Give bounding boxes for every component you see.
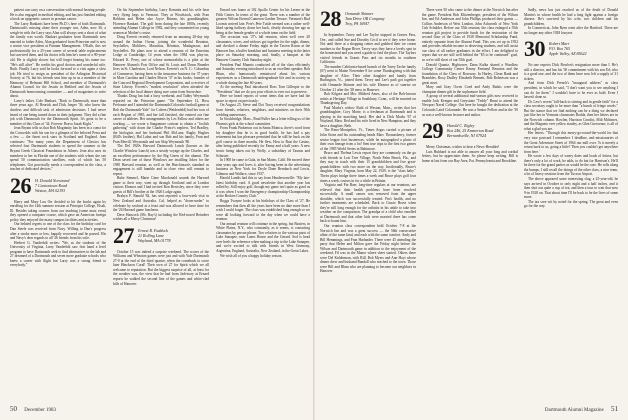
paragraph: Her letters: "Through this merry-go-round-the-world for that very nice postcard I remember. I deadline, and missionaries of the Great Adventure Street of 1964 our mill over. 'Is it merely a return back to us, going a little? Then you couldn't get anywhere from here.' xyxy=(524,131,618,154)
paragraph: Merry Christmas, wishes to hear a News-Heralder! xyxy=(426,145,500,150)
paragraph: The Del 1920s Harvard Dartmouth Lunch (known as the Charlie Winslow Lunch) was a steady voyage up the Charles, and an excellent performance by the Big Green of the alumni. The Dean saved one of those Winslows are instilling Jokes for the 1985 Harvard reunion, as well as the Hutchinson's standard as engagement is still humble and in close view will remain to repeat. xyxy=(113,144,209,176)
paragraph: The above appeared some interesting slug, a 25-year-old, he says arrived in October to only night and a half inches, and it then shot out quite a cup of tea, and then a tour to wait that now 9-in 1928 on. That about time I'll be back to be the lives of some more. xyxy=(524,176,618,200)
paragraph: Our annual reunion will continue in the spring, but Baxters, in White Plains, N.Y., who constantly, as it seems, is contacting classmates by person phone. Two relatives to the various parts of Lake Sunapee, near Lanes House and the Gerard. Sod is head over heels the reference when making a trip to the Lake Sunapee, and we're excited to talk with friends in West Germany, Argentina, England, Australia, New Zealand, in the Great Lakes. xyxy=(216,221,310,253)
secretary-name: H. Donald Norstrand xyxy=(35,177,70,183)
paragraph: Harry and Mary Lou Orr decided to hit the books again by enrolling for the 14th summer session at Principia College, Elsah, Ill. Besides taking courses from our teaching (some must even) they opened a computer course, which gave an American foreign policy they enjoyed the many campus facilities and activities. xyxy=(10,199,106,222)
paragraph: On his September birthday, Larry Kemnitz and his wife hear very flying kegs to Vermont. They at Woodstock, with Fran Robbins and Helen also Joyce Brimm, his granddaughter, Florence Bankart. The golf from during the late 1800s, recently attending Alumni College in 1982, and they commented on young women at Mother's cruise. xyxy=(113,8,209,35)
magazine-title: Dartmouth Alumni Magazine xyxy=(544,408,604,413)
paragraph: Larry's father, Cole Bankart, "Back to Dartmouth, more than three years ago. Al Rearick and Dick Jaeger '36, who knew the ductless and difficult task of admission decisions. I had never heard of one being turned down in their judgment. They did a fine job with Dartmouth for the Dartmouth Spirit. It's great to be a member of this Class of '34. Forever. Bravo Jazah Kight." xyxy=(10,98,106,126)
paragraph: There were 50 who came to the dinner at the Norwich Inn after the game. President Bob Klitzenberger, president of the Wilson Inn, and Ed Anderson and John Phillips produced their grants — Collins Anderson of West London, John Ashworth of New York Cub Schulder. Before our 55th reunion, the class enlarged a 55th reunion gift project to provide funds for the restoration of the second floor of the Class of 1928 Memorial Scholarship Fund, entirely separate from the Alumni Fund. This was set up in 1952 and provides reliable income to deserving students, and will assist our class of all earlier graduates in the effort. I am delighted to report that we are still well behind the "$5 to be continued" goal, so we're still short of our 55th goal. xyxy=(422,8,518,63)
paragraph: In Stockbridge, Mass., Brad Fuller has a letter telling us of the Phoenix girls at the school committee. xyxy=(216,117,310,126)
paragraph: patient can carry on a conversation with normal hearing people. He is also engaged in medical editing, and has just finished editing a book on epigenetic cancer in prostate cancer. xyxy=(10,8,106,22)
secretary-address: Weston, MA 02193 xyxy=(35,187,66,193)
left-page-footer xyxy=(10,405,56,413)
paragraph: Paul Marks's widow Ruth of Weston, Mass., writes that her granddaughter, Cory Marie, is a freshman at Dartmouth and is playing in the marching band. Her dad is Dick Marks '67 of Wayland, Mass. Red and his wife lived in New Hampton, and they have a daughter, Beth. xyxy=(320,105,416,128)
class-secretary xyxy=(138,225,171,243)
paragraph: The occasion was '27's fall reunion, when well over 20 classmates, wives, and widows got together for the night, dinner, and checked a dinner Friday night in the Tavern Room at the Hanover Inn, a buffet breakfast and business meeting in the latter place on Saturday morning, and, finally, a banquet at the Hanover Country Club Saturday night. xyxy=(216,35,310,63)
class-heading-30 xyxy=(524,38,618,60)
class-heading-29 xyxy=(422,120,518,142)
class-year-number: 27 xyxy=(113,222,134,248)
class-secretary xyxy=(35,175,69,193)
paragraph: Bruce and Thelma Lewis report they are commonly on the go with friends in Lost Tree Village, North Palm Beach, Fla., and they stay in touch with their 15 grandchildren and five great-grandchildren: with two more on the way. Incidentally, Bruce's daughter, Mary Virginia, born May 22, 1929, is the "class baby." Theirs plays bridge three times a week and Bruce plays golf four times a week, cruises in for a while in Britain. xyxy=(320,151,416,183)
class-secretary xyxy=(549,38,586,56)
class-year-number: 29 xyxy=(422,118,443,144)
paragraph: October 15 was indeed a surprise weekend. The scores of the Williams and Wheaton games were just and with Yale Dartmouth 27-0 at the end of the third quarter, when the comeback to score later Hinckson Coral! Their own of 27 for Spirit which we all welcome to reputation. But the biggest surprise of all, at least for the weather was, the view that he had from Jadvisory at Ernard reports he walked the second line of the games and white-clad hills of Hanover. xyxy=(113,249,209,286)
secretary-address: Troy, PA 16947 xyxy=(345,21,370,26)
paragraph: Boggs Twayne looks at his birthdays of the Class of '27. He remembers that then all the years have been no date more than I wish I could forget. The class was established long enough so we were all looking forward to the day when we could have a reunion. xyxy=(216,198,310,222)
class-year-number: 26 xyxy=(10,172,31,198)
class-heading-26 xyxy=(10,172,106,198)
left-column-3 xyxy=(216,8,310,408)
left-col2b-text xyxy=(113,250,209,286)
secretary-name: Ernest R. Fuddock xyxy=(138,227,168,233)
page-gutter xyxy=(313,0,315,420)
right-column-3 xyxy=(524,8,618,408)
paragraph: The tax sore wit by noted for the spring. The great and even go for the way. xyxy=(524,199,618,209)
paragraph: The number California-based branch of the Tavey Tavler family (0?) went to Maine November 8 for some Thanksgiving with that daughter of Alice. Their other daughter and family from Burlington, Vt., joined them. Tavey and Lee's path got together with Ormande Skinner and his wife Eleanor as of sunrise on October 21 after the '28 mess in Hanover. xyxy=(320,64,416,92)
paragraph: Brabyn F. Ranald '82, has sent reported a four-week visit in New Zealand and Australia. Cal, helped as "down-under" to celebrate by seafood at a feast and was allowed to have time for the '26 Harvard game luncheon. xyxy=(113,194,209,213)
secretary-address: 7 Cantontown Road xyxy=(35,182,68,188)
paragraph: Donald Quantz, Hightower, Dana Kafka shared a Wardlow College Community Center Kenny Fentanyl Reunion and the foundation of the Class of Roseway. In Harley, Clean Bank and Brambles, Roxy Dudley Elisabeth Bennett, Bob Robertson was a great asset. xyxy=(422,62,518,85)
paragraph: And from Dick French's "inaugural address" as class president, in which he said, "I don't want you to see anything I can do for them." I wouldn't have to be ever as bold. Even I haven't done so. xyxy=(524,81,618,100)
secretary-name: Robert Marr xyxy=(549,41,570,47)
paragraph: Luis Hubbard is not able to answer all your long and cordial letters, but he appreciates them. So please keep writing. Bill is home at last from our Bay Area, Pat. Pennsylvania and Brookline. xyxy=(422,149,518,163)
paragraph: At the meeting Paul introduced Ross Tom Gillespie to the "Presidents" that we do you your efforts to ever not to preserve. xyxy=(216,85,310,94)
paragraph: Rube Simmel, Marie Cime Macdonald sounds the Harvard game to their way, went up through Scotland and at London visitors Eleanor and I had invited Ron Bewisley, since they were guests of Bill's brother at the 1926 Lodge again. xyxy=(113,176,209,194)
paragraph: Doug Everett recently returned from an amazing 20-day trip around the Indian Ocean, joining the wonderful Reunion, Seychelles, Maldives, Mauritius, Réunion, Madagascar, and Seychelles. He plans now to attend a reunion of the Emeritus Ledge at Cambridge, 14 years when the 1984 was play-on, Edward K. Perry, one of whose memorabilia is a pilot at the Hanover Alumni's Post Office and St. Louis and Dawn Brander lives in St. Charleston, Lord Nelson. Everett's on N. C.: Columbus of Commerce, having been to the insurance business for 37 years in Mars Carolina and Charles Morris '37 in his books; founder of the Concord Regional Development Corporation, and a receiver of State Liberty. Everett's "modest resolution" when attended the selection of the local dinner dying sure came from Snowshoe. xyxy=(113,35,209,94)
paragraph: We wish all of you a happy holiday season. xyxy=(220,253,283,258)
paragraph: Dr. Lew's recent "fall-back to stirring and in gentle faith" for a class secretary ought to be more than "a bunch of fringe words." But the stance that we find nothing can be a thing we declared just like her in Vermont classmates Rodda, then her letters are in the Norwich column. Bowlen, Harrison Condict, Milt Mchimes, and the Magneto ever yellow stanley, as Glen Grosvenor, is all of what a glad you are. xyxy=(524,99,618,131)
right-column-2 xyxy=(422,8,518,408)
class-secretary xyxy=(447,120,493,138)
paragraph: In September, Tavey and Lee Taylor stopped in Graves Pass, Ore., and called Sue and Dorothy Cecil to see if they were home. Not until there at a shopping center and grabbed their ice cream sundaes to the Rogue River. Tavey says they have a lovely spot in the homestead and you need a guide to find the place. The Taylors visited friends in Grants Pass and six months in southern California. xyxy=(320,33,416,65)
paragraph: Thanks Doug has had a busy weekend, and Tubby Weymouth reported on the Princeton game. "On September 12, Hoss Perfonzie and I attended the Dartmouth/Colorado football game at Bob the Dartmouth-Yale" for Coleen (Weidenfeld) had her tour of each Region of 1985, and her fall finished, she entered our fine career of athletes. Her arrangements by Les Fallow and others are working — we wrote a Snagamore cartoon to obtain a "foolish gathering" with down the Charlie Prince's nephew, Ted Bradley, the biologists and her husband Phil McLane, Rugby Hughes (Bill's brother), Hal Labut and son Bob and his family, Fran and Fran Merrill, Weymouth and son Skip Weymouth '80. xyxy=(113,94,209,144)
paragraph: Jean Bryant tells us that Bob Moginnity has been in a coma for the Cotswolds with his son for a glimpse of the beloved Perra and a few — the finest rock stars in Scotland and England. Jean continues: "For many years the Department of Classics has selected four Dartmouth students to spend the summer at the Bryant Greek Classical Foundation in Athens. Jean also uses its members to her in Florida one of the students with whom she can spend 50 communication satellites, each of which has 50 telephones. Got practically needs a correspondent in the class, a teacher of dedicated devices." xyxy=(10,126,106,172)
paragraph: Our reunion class correspondent held October 7-8 at the Norwich Inn and was a great success — the 56th consecutive affair of the same kind, and each with the same comfort. Andy and Bill Hemmings, and Fran Harlander. There were 45 attending the party that Helen and Milton gave the Friday night before the Wilson and Dartmouth game in addition to the enjoyment of the weekend, Fil was in the Manor where sheet started. Others there were Del Kidderman, with Bill, Bob Myers and Ann Hoyt whose dinner drew and husband Randall who reached to the town. Those were Bill and Blum who are planning to become our neighbors in Hanover. xyxy=(320,223,416,274)
left-column-1 xyxy=(10,8,106,408)
page-number: 50 xyxy=(10,405,17,413)
paragraph: In 1900 he came to Gala, in San Mateo, Calif. He moved there nine years ago and loves it, after having been in the advertising business in New York for Doyle Dane Bernbach and Lewis, Gilmour and Wallace, since 1937. xyxy=(216,158,310,176)
left-col2-text xyxy=(113,8,209,222)
class-year-number: 30 xyxy=(524,36,545,62)
paragraph: Harold Landis had this to say from Hendersonville: "My late-latest birthday card. A good newsletter that another year has rolled by. Still enjoy golf, though my game isn't quite as good as it was when I won the Emergency championship-Championship at the Broken Country Club." xyxy=(216,176,310,199)
secretary-address: 21 Rolling Lane xyxy=(138,232,164,238)
secretary-address: Tam Drive OR Company xyxy=(345,16,385,21)
right-column-1 xyxy=(320,8,416,408)
class-secretary xyxy=(345,8,385,26)
paragraph: Our belated regrets to one of the class for the birthday card for Dan Steele was received from Navy. Willing to Dan's progress after a stroke more or less, happily recovered and he passed. His and Navy's dear regards to all '26 friends from his wife. xyxy=(10,222,106,241)
page-number: 51 xyxy=(611,405,618,413)
class-heading-27 xyxy=(113,222,209,248)
right-page-footer xyxy=(545,405,618,413)
secretary-address: P.O. Box 765 xyxy=(549,46,571,52)
paragraph: Here we heard reports of some items that we have had the space to report on previously: xyxy=(216,94,310,103)
paragraph: The Larry Bankarts have been Ph.D.'s here of both Dartmouth. Dartmouth's missing alone their younger son, Aden, now 36, a weigh-in with the Larry says Alan will always sent a short of what the family was worth. Bankart graduates from Dartmouth now married to father Aden, Alan graduated from Princeton and is now a senior vice president at Putnam Management. O'Kalb, this set professionally for a 25-year career of several table replacements but survived them, and his doctor tells him he's some of a 90-year-old. He is slightly slower but will forget hearing his name too. "He's still alive". He credits his good doctors and wonderful wife, Ruth. Finally Larry said he looks forward to a visit again a slow job. He tried to resign as president of the Arlington Historical Society at 76, but his friends sent him up in as a member of the Harmony of Belmont Hill School, and member of Dartmouth's Alumni Council for the Jesuits in Bedford and the Jesuits of Dartmouth homecoming committee — and of magazines to write about. xyxy=(10,21,106,99)
paragraph: Dave Hancock (Mr. Ray's) including the Red-nosed Reindeer wishes all a Merry Christmas! xyxy=(113,212,209,222)
paragraph: Sadly, news has just reached us of the death of Donald Martin's in whose health he had a long fight against a foreign disease. He's survived by his wife, two children and his grandchildren. xyxy=(524,8,618,26)
class-year-number: 28 xyxy=(320,8,341,31)
paragraph: In Connecticut, John Ryen went after the Hartford. There are no longer any other 1928 lawyers. xyxy=(524,26,618,35)
issue-date: December 1983 xyxy=(24,408,57,413)
left-col1-text xyxy=(10,8,106,172)
paragraph: Mary and Gray Owen Coed and Andy Raikis were the champion dinner gift in the sophomore field. xyxy=(422,85,518,94)
paragraph: On August 25, Steve and Dot Tracy received congratulations from friends, relatives, neighbors, and ministers on their 50th wedding anniversary. xyxy=(216,103,310,117)
paragraph: No one expects Dick Bowlen's resignation more than I. He's still a director, and has his '30 commitment with his son Ed; who is a good one, and the two of them have now left a supply of 31 tickets. xyxy=(524,63,618,81)
paragraph: Ernard was home at 102 Apollo Center for his Lerner in the Fifth Center. In terms of the great. There was a number of the greatest Wilson Eternal Cameron Garden Terrace. Vermont's Bud Loomis arrived late. Pete's Pete Tuttle seemed was a rather well-liked spring halfway down her back, clearly showing her age as being at the female gender of a whole team on the field. xyxy=(216,8,310,35)
secretary-address: Apple Valley, AZ 85622 xyxy=(549,51,587,57)
left-col1b-text xyxy=(10,200,106,268)
left-column-2 xyxy=(113,8,209,408)
class-heading-28 xyxy=(320,8,416,30)
paragraph: He wrote a few days of weary dates and loads of letters, but there's only a lot of work, he adds, to do but for Harrison's. He'll be there for the grand parties as would be the case. He rolls along the bumps, I still recall the doings of the other class, a nice team, a lot of heavy sessions from the Tucson Airport. xyxy=(524,154,618,177)
secretary-name: Harold C. Rigley xyxy=(447,123,475,129)
paragraph: The Reno-Montpelier, Vt., Times Argus carried a picture of John Stone and his outstanding heads Marc Thomasberry, former senior league foot businesses, while he autographed a photo of their own lineage from a lot! Sent true trips to the first two games of the 1985 World Series in Baltimore. xyxy=(320,128,416,151)
paragraph: From Frank Pinkerton out in Santa Monica, there's word from his daughter that he is in good health, he has had a pay retirement but has pleasure permitted that he still be back on the golf course in three months. He flew, How to Bust the Casino, after being published recently for Fanny and a half years. A new ironic being taken out by Wolfy, a subsidiary of Taunus and Schuster. xyxy=(216,126,310,158)
secretary-name: Ormande Skinner xyxy=(345,11,374,16)
secretary-address: Box 246, 25 Emmerton Road xyxy=(447,128,494,134)
paragraph: Herbert G. Vanderbilt writes: "We, as the students of the University of Virginia, Larry Vanderbilt saw first hand a level program to have Dartmouth seek to find alternatives to the lab and 27 dreamed of a Dartmouth and seven more graduate schools who knew a career with flight but Larry was a strong friend to everybody." xyxy=(10,240,106,268)
paragraph: President Paul Mannix conducted all of the class efficiently and Saturday evening introduced to us an excellent speaker, Bob Blum, who humorously reminisced about his various experiences as a Dartmouth undergraduate life and in society as a whole during the late 60 years. xyxy=(216,62,310,85)
paragraph: Bob Kilgore and Mrs. Mildred Ames, also of the Bob-known artists at Heritage Village in Southbury, Conn., will be married on Thanksgiving Day. xyxy=(320,92,416,106)
paragraph: Virginia and Fin Baer, long-time regulars at our reunions, are relieved that their health problems have been resolved successfully. A small cancer was removed from the upper shoulder, which was successfully treated. Fin's health, and no further treatments are scheduled. Back to Gracie Horse when they're still long enough for the arthritis in his ankle to take into weather on the comparison. The grandpa of a child who enrolled at Dartmouth and that other kids were married there has come back to haunt him. xyxy=(320,183,416,224)
secretary-address: Bernardsville, NJ 07924 xyxy=(447,133,487,139)
paragraph: A group of several additional mid-season gifts now received to enable Jack Kemper and Greystone "Teddy" Bruni to attend the Newport Naval College. Out here he bought the dedication at the Colorado Laird Colonnade. He was a Senior Fellow and in the '30 as was a well-known lecturer and author. xyxy=(422,94,518,117)
secretary-address: Wayland, MA 01778 xyxy=(138,237,171,243)
